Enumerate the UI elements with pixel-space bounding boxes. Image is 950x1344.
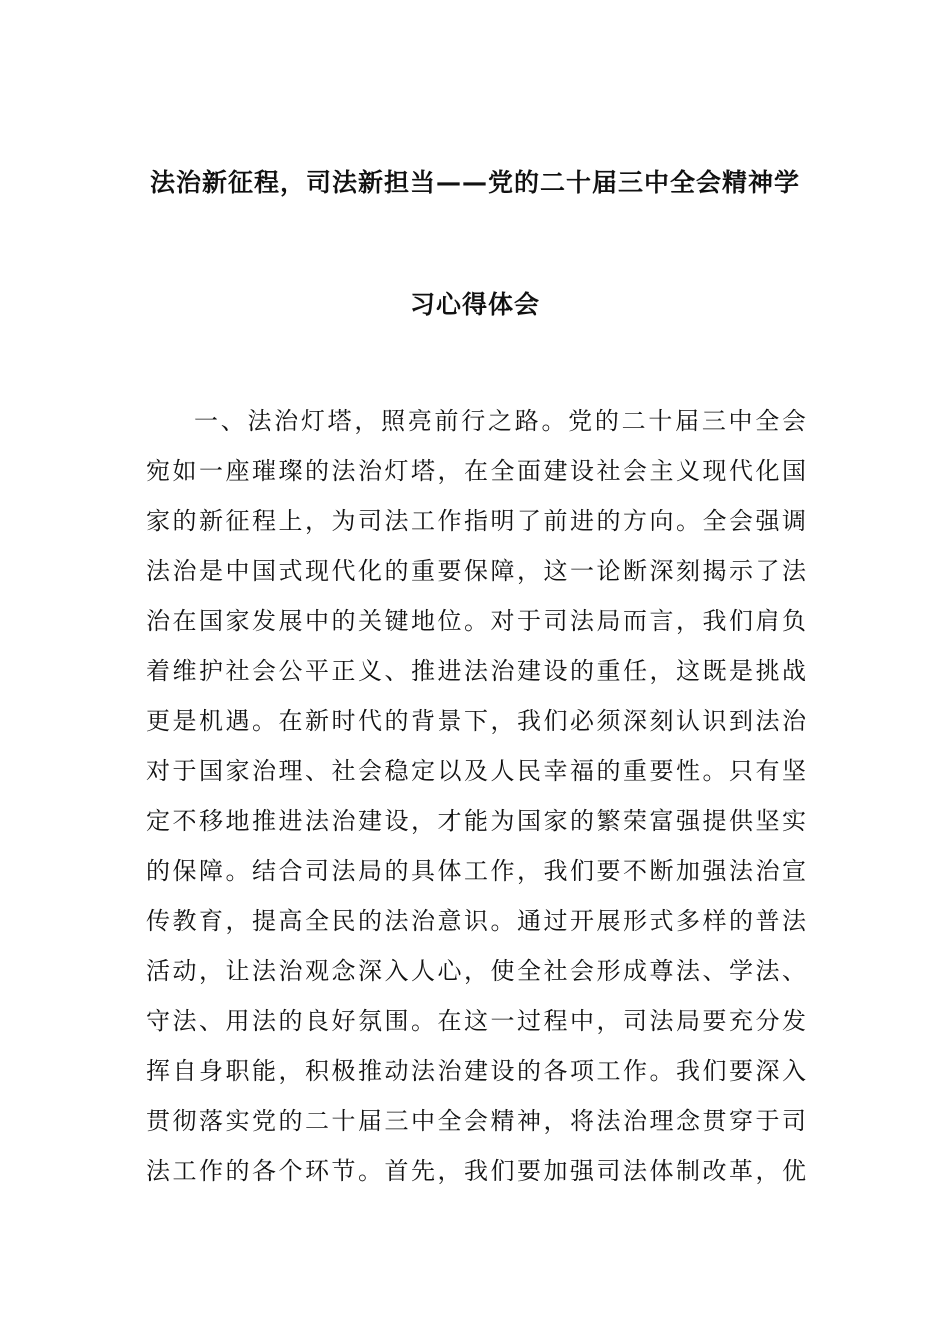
body-line: 更是机遇。在新时代的背景下，我们必须深刻认识到法治 [146, 707, 806, 735]
document-title-line-1: 法治新征程，司法新担当——党的二十届三中全会精神学 [149, 168, 800, 197]
body-line: 法工作的各个环节。首先，我们要加强司法体制改革，优 [146, 1157, 806, 1185]
body-line: 对于国家治理、社会稳定以及人民幸福的重要性。只有坚 [146, 757, 806, 785]
body-line: 守法、用法的良好氛围。在这一过程中，司法局要充分发 [146, 1007, 806, 1035]
body-line: 一、法治灯塔，照亮前行之路。党的二十届三中全会 [194, 407, 806, 435]
body-line: 的保障。结合司法局的具体工作，我们要不断加强法治宣 [146, 857, 806, 885]
document-body [146, 396, 806, 1196]
body-line: 宛如一座璀璨的法治灯塔，在全面建设社会主义现代化国 [146, 457, 806, 485]
body-line: 活动，让法治观念深入人心，使全社会形成尊法、学法、 [146, 957, 806, 985]
body-line: 挥自身职能，积极推动法治建设的各项工作。我们要深入 [146, 1057, 806, 1085]
body-line: 法治是中国式现代化的重要保障，这一论断深刻揭示了法 [146, 557, 806, 585]
body-line: 家的新征程上，为司法工作指明了前进的方向。全会强调 [146, 507, 806, 535]
body-line: 定不移地推进法治建设，才能为国家的繁荣富强提供坚实 [146, 807, 806, 835]
body-line: 治在国家发展中的关键地位。对于司法局而言，我们肩负 [146, 607, 806, 635]
body-line: 着维护社会公平正义、推进法治建设的重任，这既是挑战 [146, 657, 806, 685]
body-line: 贯彻落实党的二十届三中全会精神，将法治理念贯穿于司 [146, 1107, 806, 1135]
body-line: 传教育，提高全民的法治意识。通过开展形式多样的普法 [146, 907, 806, 935]
document-title-line-2: 习心得体会 [409, 290, 540, 319]
